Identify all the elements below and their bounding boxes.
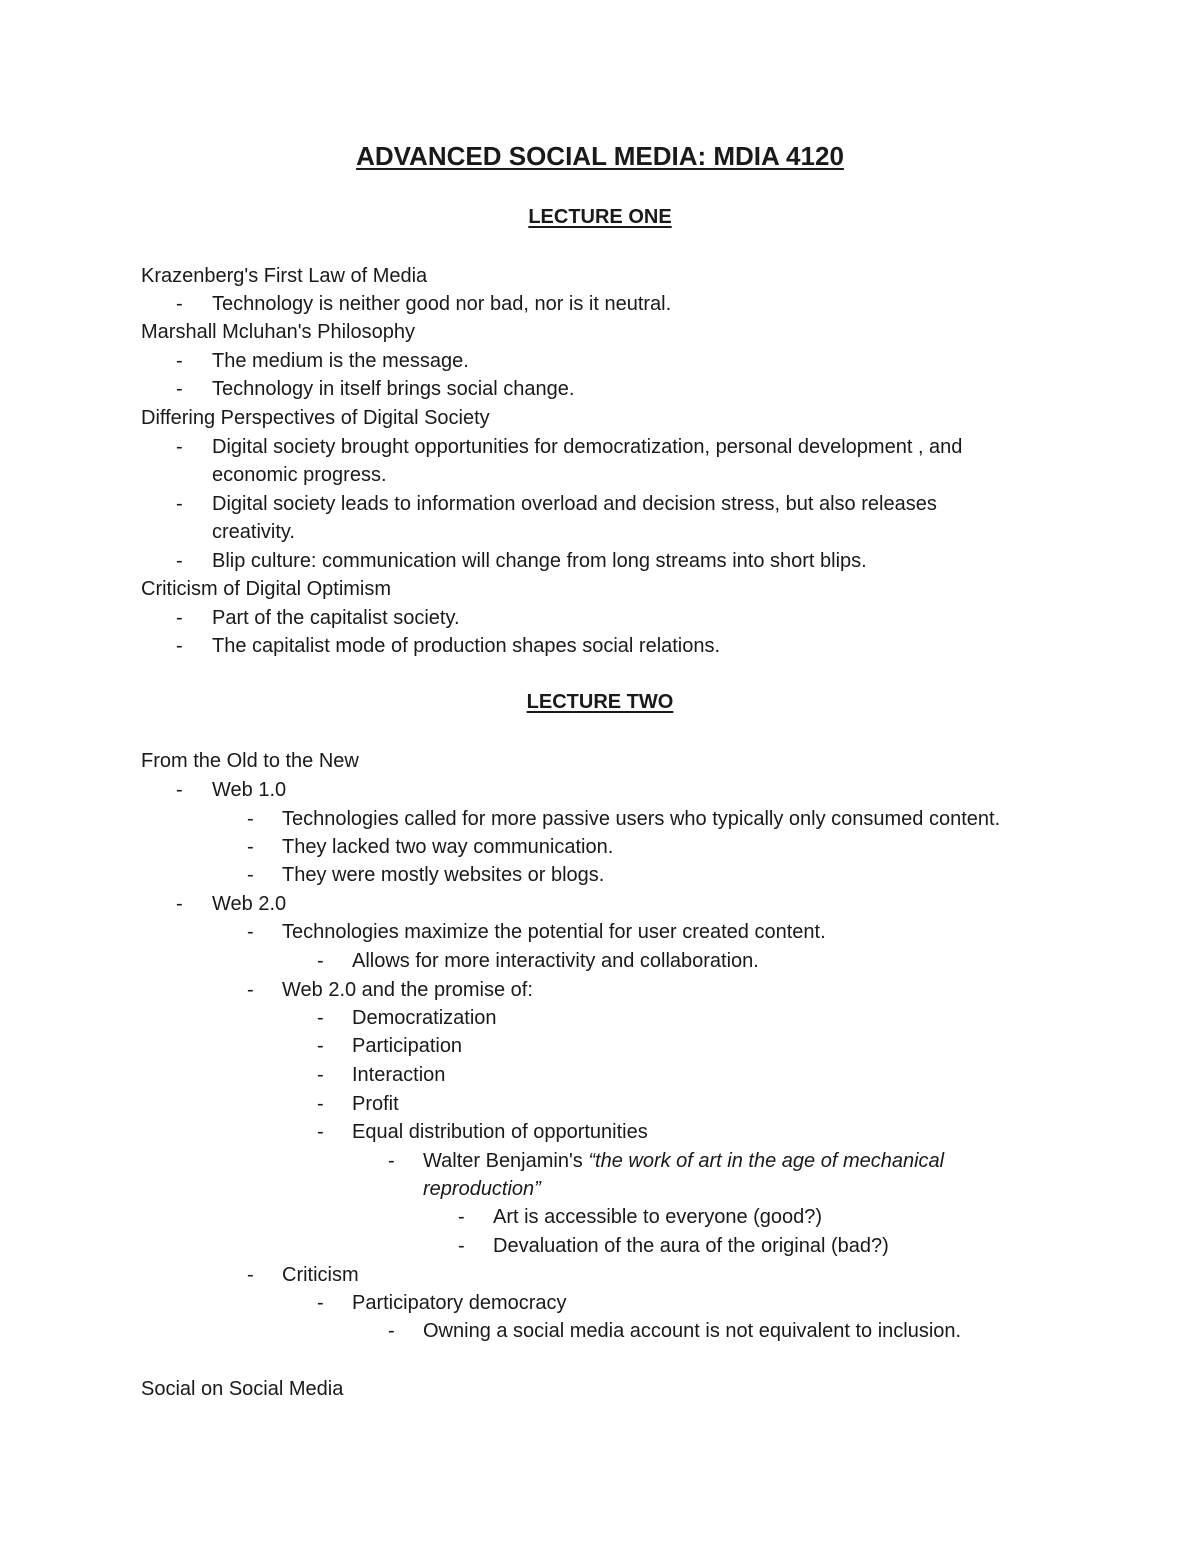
bullet-dash: - bbox=[176, 550, 183, 572]
bullet-dash: - bbox=[317, 1093, 324, 1115]
topic-title: Marshall Mcluhan's Philosophy bbox=[141, 321, 415, 343]
bullet-dash: - bbox=[176, 607, 183, 629]
bullet-dash: - bbox=[388, 1320, 395, 1342]
bullet-text: Technologies maximize the potential for user created content. bbox=[282, 921, 826, 943]
bullet-dash: - bbox=[176, 493, 183, 515]
bullet-dash: - bbox=[176, 635, 183, 657]
bullet-text: Democratization bbox=[352, 1007, 497, 1029]
benjamin-title: “the work of art in the age of mechanical bbox=[588, 1150, 945, 1172]
bullet-dash: - bbox=[247, 979, 254, 1001]
bullet-text: Owning a social media account is not equivalent to inclusion. bbox=[423, 1320, 962, 1342]
bullet-dash: - bbox=[247, 836, 254, 858]
bullet-dash: - bbox=[458, 1206, 465, 1228]
bullet-dash: - bbox=[176, 779, 183, 801]
bullet-text: Technology in itself brings social change. bbox=[212, 378, 575, 400]
bullet-dash: - bbox=[388, 1150, 395, 1172]
bullet-text: Digital society leads to information overload and decision stress, but also releases bbox=[212, 493, 937, 515]
bullet-text: Equal distribution of opportunities bbox=[352, 1121, 648, 1143]
lecture-one-heading: LECTURE ONE bbox=[528, 206, 672, 228]
lecture-two-heading: LECTURE TWO bbox=[526, 691, 674, 713]
section-title: Social on Social Media bbox=[141, 1378, 344, 1400]
document-title: ADVANCED SOCIAL MEDIA: MDIA 4120 bbox=[356, 141, 844, 171]
web2-label: Web 2.0 bbox=[212, 893, 287, 915]
bullet-text: Art is accessible to everyone (good?) bbox=[493, 1206, 823, 1228]
bullet-dash: - bbox=[176, 378, 183, 400]
bullet-text: They were mostly websites or blogs. bbox=[282, 864, 605, 886]
bullet-dash: - bbox=[317, 1007, 324, 1029]
bullet-dash: - bbox=[176, 293, 183, 315]
topic-title: Krazenberg's First Law of Media bbox=[141, 265, 428, 287]
topic-title: Criticism of Digital Optimism bbox=[141, 578, 392, 600]
bullet-text: They lacked two way communication. bbox=[282, 836, 614, 858]
bullet-text: Criticism bbox=[282, 1264, 359, 1286]
bullet-text: Digital society brought opportunities for democratization, personal development , and bbox=[212, 436, 963, 458]
bullet-text: The capitalist mode of production shapes social relations. bbox=[212, 635, 721, 657]
bullet-dash: - bbox=[317, 1064, 324, 1086]
bullet-dash: - bbox=[458, 1235, 465, 1257]
bullet-dash: - bbox=[176, 893, 183, 915]
bullet-text: Allows for more interactivity and collaboration. bbox=[352, 950, 759, 972]
bullet-dash: - bbox=[317, 950, 324, 972]
bullet-text: Participation bbox=[352, 1035, 463, 1057]
bullet-text: Technology is neither good nor bad, nor is it neutral. bbox=[212, 293, 672, 315]
bullet-dash: - bbox=[317, 1292, 324, 1314]
bullet-text: Devaluation of the aura of the original (bad?) bbox=[493, 1235, 889, 1257]
bullet-dash: - bbox=[317, 1035, 324, 1057]
bullet-text: The medium is the message. bbox=[212, 350, 469, 372]
bullet-text: Web 2.0 and the promise of: bbox=[282, 979, 533, 1001]
bullet-dash: - bbox=[247, 808, 254, 830]
section-title: From the Old to the New bbox=[141, 750, 359, 772]
bullet-dash: - bbox=[247, 864, 254, 886]
topic-title: Differing Perspectives of Digital Society bbox=[141, 407, 490, 429]
bullet-text: Participatory democracy bbox=[352, 1292, 567, 1314]
bullet-text: Interaction bbox=[352, 1064, 446, 1086]
bullet-text: Part of the capitalist society. bbox=[212, 607, 460, 629]
bullet-dash: - bbox=[247, 1264, 254, 1286]
benjamin-title-continued bbox=[423, 1175, 541, 1203]
bullet-text-continued: creativity. bbox=[212, 521, 295, 543]
web1-label: Web 1.0 bbox=[212, 779, 287, 801]
benjamin-title-end: reproduction” bbox=[423, 1178, 541, 1200]
benjamin-line bbox=[423, 1147, 944, 1175]
bullet-text: Blip culture: communication will change from long streams into short blips. bbox=[212, 550, 867, 572]
bullet-text: Technologies called for more passive users who typically only consumed content. bbox=[282, 808, 1001, 830]
benjamin-prefix: Walter Benjamin's bbox=[423, 1150, 589, 1172]
bullet-dash: - bbox=[317, 1121, 324, 1143]
bullet-text-continued: economic progress. bbox=[212, 464, 387, 486]
bullet-dash: - bbox=[247, 921, 254, 943]
bullet-dash: - bbox=[176, 436, 183, 458]
bullet-dash: - bbox=[176, 350, 183, 372]
bullet-text: Profit bbox=[352, 1093, 399, 1115]
